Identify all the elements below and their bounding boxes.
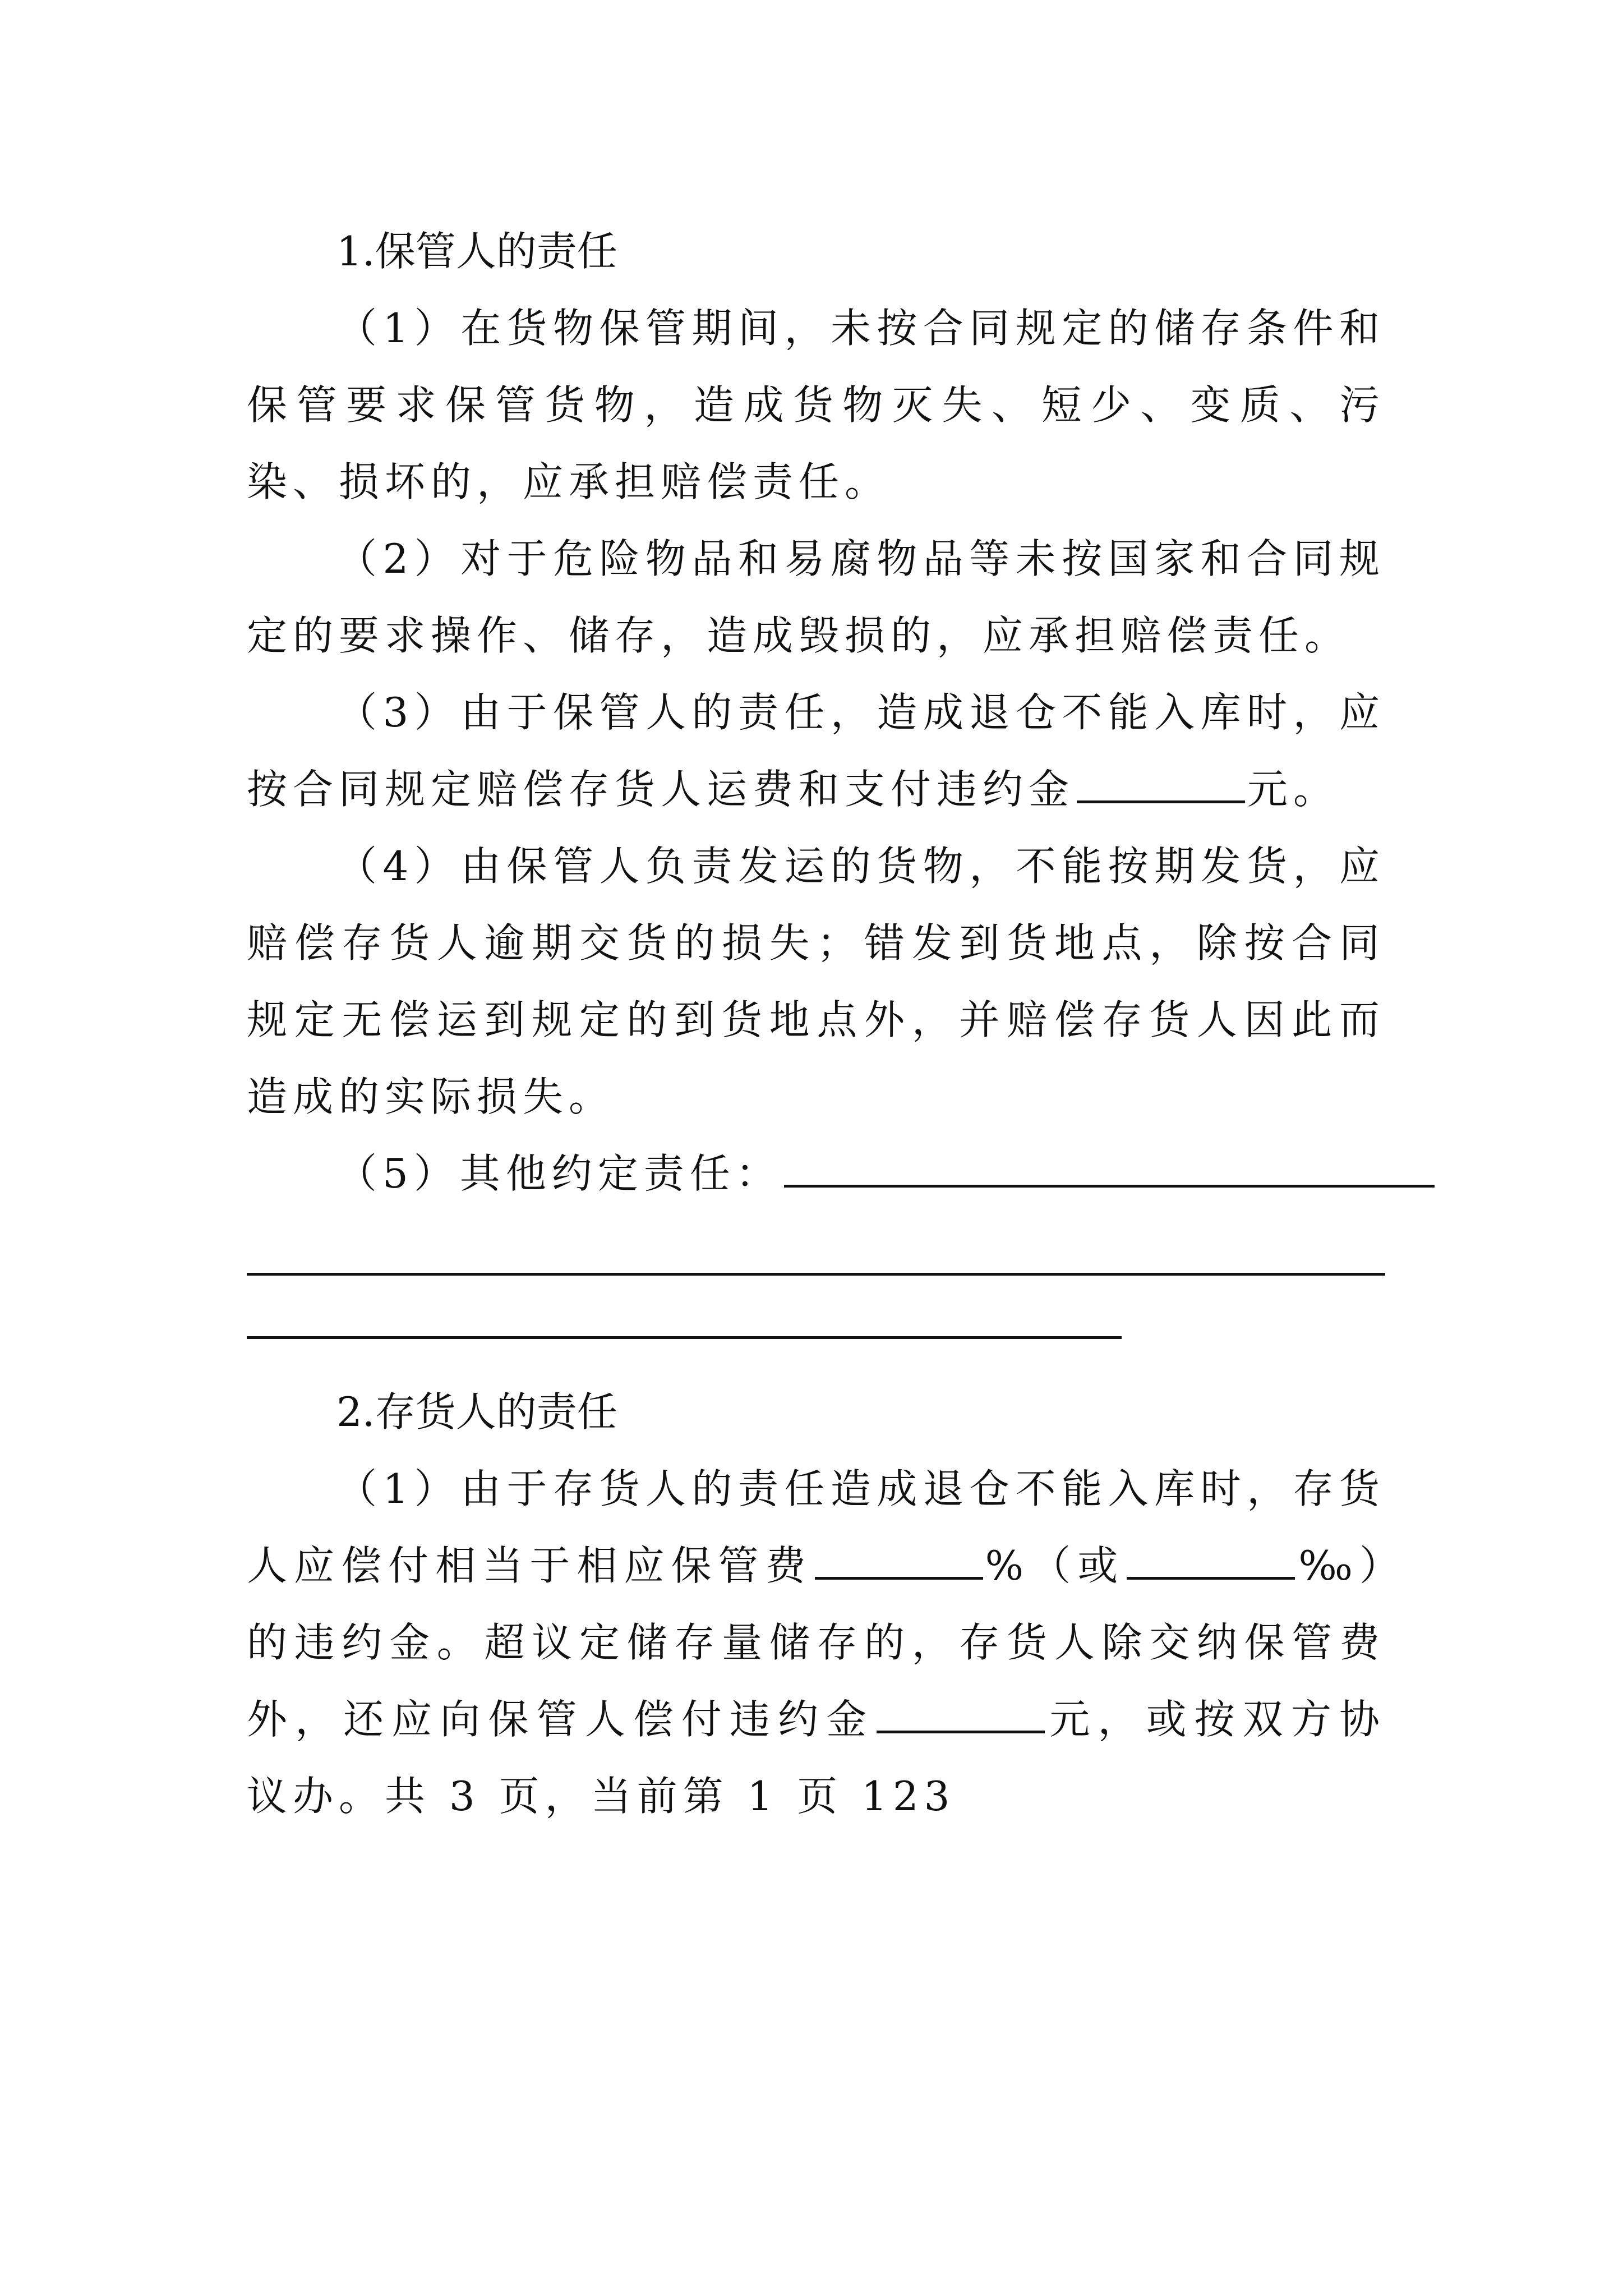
section2-item-1-text-a: （1）由于存货人的责任造成退仓不能入库时，存货人应偿付相当于相应保管费 [247,1465,1385,1589]
section2-item-1-text-c: ‰）的违约金。超议定储存量储存的，存货人除交纳保管费外，还应向保管人偿付违约金 [247,1542,1385,1743]
section2-item-1-text-d: 元，或按双方协议办。共 3 页，当前第 1 页 123 [247,1696,1385,1820]
section1-item-4: （4）由保管人负责发运的货物，不能按期发货，应赔偿存货人逾期交货的损失；错发到货地点，除按合同规定无偿运到规定的到货地点外，并赔偿存货人因此而造成的实际损失。 [247,843,1385,1120]
section1-item-3-unit: 元。 [1247,766,1340,813]
section2-heading: 2.存货人的责任 [336,1388,617,1435]
permille-blank[interactable] [1127,1539,1295,1580]
section1-item-2: （2）对于危险物品和易腐物品等未按国家和合同规定的要求操作、储存，造成毁损的，应承担赔偿责任。 [247,535,1385,659]
section1-item-3-text: （3）由于保管人的责任，造成退仓不能入库时，应按合同规定赔偿存货人运费和支付违约金 [247,689,1385,813]
other-liability-line-3[interactable] [247,1276,1122,1339]
percent-blank[interactable] [815,1539,983,1580]
section-gap [247,1339,1385,1374]
section1-item-3 [247,674,1385,828]
penalty-amount-blank[interactable] [1077,762,1245,803]
other-liability-blank[interactable] [784,1147,1435,1188]
section1-heading: 1.保管人的责任 [336,228,617,275]
section1-item-5-label: （5）其他约定责任： [336,1150,782,1197]
section2-item-1-text-b: %（或 [985,1542,1125,1589]
other-liability-line-2[interactable] [247,1212,1385,1276]
overstock-penalty-blank[interactable] [877,1692,1045,1733]
section1-item-5 [247,1135,1385,1212]
section1-item-1: （1）在货物保管期间，未按合同规定的储存条件和保管要求保管货物，造成货物灭失、短少、变质、污染、损坏的，应承担赔偿责任。 [247,305,1385,505]
document-page [247,213,1385,1835]
section2-item-1 [247,1451,1385,1835]
